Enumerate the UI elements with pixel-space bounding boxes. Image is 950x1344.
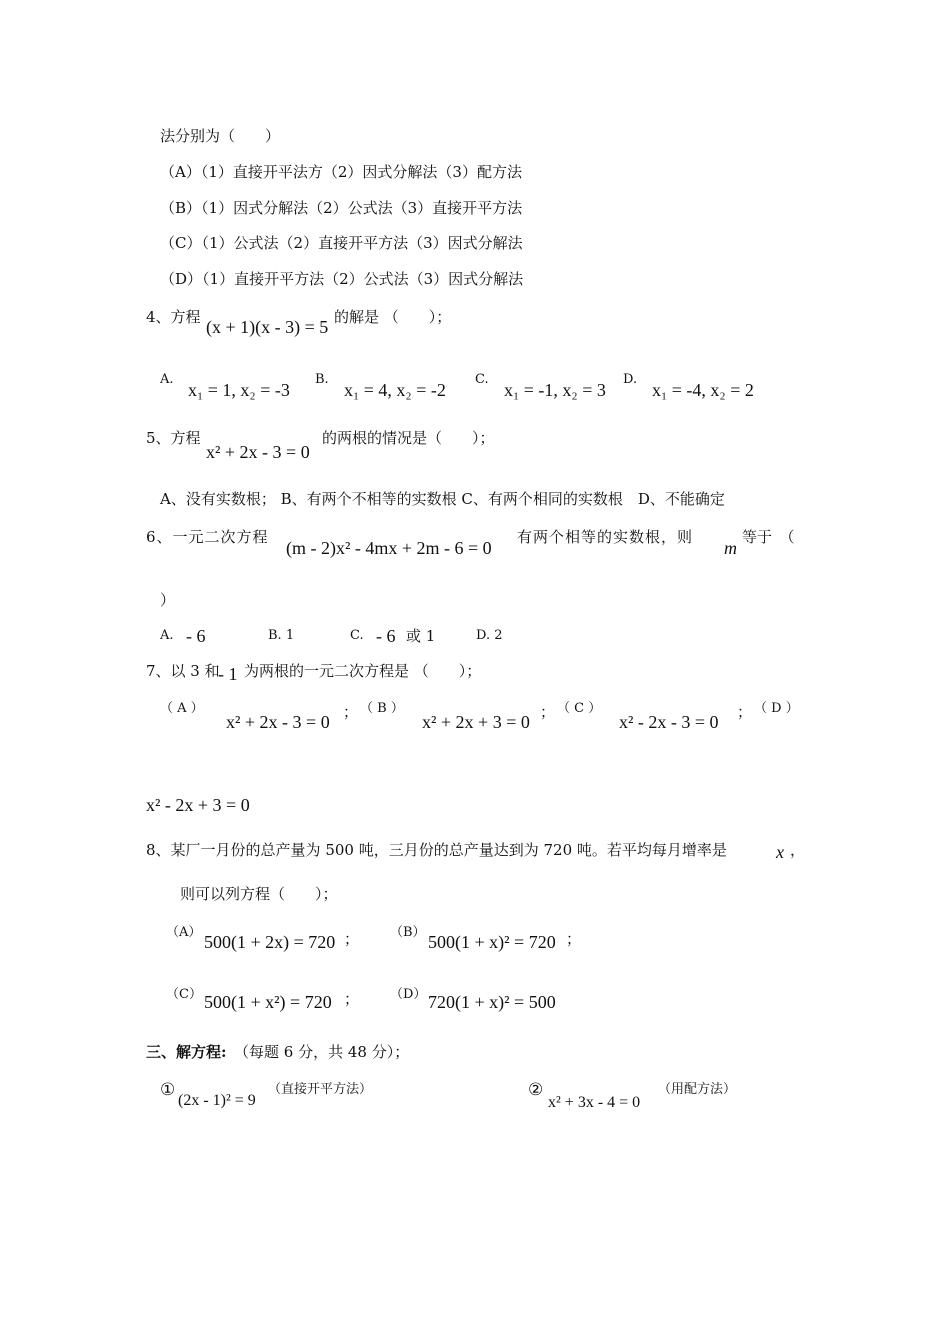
problem2-marker: ② <box>528 1080 544 1100</box>
q8-variable: x <box>776 842 784 862</box>
q8-comma: ， <box>790 841 806 859</box>
q7-option-d-label: （ D ） <box>754 701 799 716</box>
q6-option-d: D. 2 <box>476 628 503 643</box>
q8-option-c-label: （C） <box>166 987 202 1002</box>
q3-option-a: （A）（1）直接开平法方（2）因式分解法（3）配方法 <box>160 163 522 181</box>
q4-suffix: 的解是 （ ）； <box>334 308 452 326</box>
q3-option-d: （D）（1）直接开平方法（2）公式法（3）因式分解法 <box>160 270 524 288</box>
q8-option-b-label: （B） <box>390 925 426 940</box>
q5-suffix: 的两根的情况是（ ）； <box>322 429 495 447</box>
q7-sep-c: ； <box>737 703 753 721</box>
q7-option-a-value: x² + 2x - 3 = 0 <box>226 712 330 732</box>
q4-option-a-label: A. <box>160 372 174 387</box>
q4-option-d-value: x₁ = -4, x₂ = 2 <box>652 380 754 400</box>
q4-option-d-label: D. <box>623 372 638 387</box>
q6-option-c-value: - 6 <box>376 626 396 646</box>
q6-equation: (m - 2)x² - 4mx + 2m - 6 = 0 <box>286 538 492 558</box>
q6-suffix: 等于 （ <box>742 528 795 546</box>
q8-sep-b: ； <box>566 930 582 948</box>
section3-note: （每题 6 分，共 48 分）； <box>234 1043 410 1061</box>
q6-close-paren: ） <box>160 591 176 609</box>
problem1-equation: (2x - 1)² = 9 <box>178 1092 256 1109</box>
q8-sep-a: ； <box>344 930 360 948</box>
q6-option-b: B. 1 <box>268 628 295 643</box>
q7-option-d-value: x² - 2x + 3 = 0 <box>146 795 250 815</box>
q4-equation: (x + 1)(x - 3) = 5 <box>206 317 329 337</box>
problem1-method: （直接开平方法） <box>268 1082 373 1097</box>
problem1-marker: ① <box>160 1080 176 1100</box>
q5-options: A、没有实数根； B、有两个不相等的实数根 C、有两个相同的实数根 D、不能确定 <box>160 490 725 508</box>
q4-option-b-value: x₁ = 4, x₂ = -2 <box>344 380 446 400</box>
q7-sep-b: ； <box>540 703 556 721</box>
q7-suffix: 为两根的一元二次方程是 （ ）； <box>244 662 482 680</box>
q8-sep-c: ； <box>344 990 360 1008</box>
problem2-equation: x² + 3x - 4 = 0 <box>548 1094 641 1111</box>
problem2-method: （用配方法） <box>658 1082 737 1097</box>
q8-option-a-value: 500(1 + 2x) = 720 <box>204 932 336 952</box>
q8-stem: 8、某厂一月份的总产量为 500 吨，三月份的总产量达到为 720 吨。若平均每月增率是 <box>146 841 727 859</box>
q4-option-b-label: B. <box>315 372 329 387</box>
q6-middle: 有两个相等的实数根，则 <box>517 528 694 546</box>
q4-option-c-value: x₁ = -1, x₂ = 3 <box>504 380 606 400</box>
q7-option-c-value: x² - 2x - 3 = 0 <box>619 712 719 732</box>
q4-option-c-label: C. <box>475 372 489 387</box>
q7-sep-a: ； <box>343 703 359 721</box>
q7-option-c-label: （ C ） <box>557 701 602 716</box>
q3-stem-tail: 法分别为（ ） <box>160 127 281 145</box>
q6-option-c-tail: 或 1 <box>406 627 436 645</box>
q6-option-a-label: A. <box>160 628 174 643</box>
q5-equation: x² + 2x - 3 = 0 <box>206 442 310 462</box>
q7-prefix: 7、以 3 和 <box>146 662 220 680</box>
q8-option-d-label: （D） <box>390 987 427 1002</box>
q4-option-a-value: x₁ = 1, x₂ = -3 <box>188 380 290 400</box>
q8-line2: 则可以列方程（ ）； <box>180 885 338 903</box>
q3-option-b: （B）（1）因式分解法（2）公式法（3）直接开平方法 <box>160 199 523 217</box>
q8-option-d-value: 720(1 + x)² = 500 <box>428 992 556 1012</box>
q4-prefix: 4、方程 <box>146 308 201 326</box>
q8-option-c-value: 500(1 + x²) = 720 <box>204 992 332 1012</box>
q7-neg-one: - 1 <box>218 664 238 684</box>
q8-option-a-label: （A） <box>166 925 202 940</box>
q6-prefix: 6、一元二次方程 <box>146 528 269 546</box>
q7-option-a-label: （ A ） <box>160 701 204 716</box>
q7-option-b-label: （ B ） <box>360 701 404 716</box>
q5-prefix: 5、方程 <box>146 429 201 447</box>
section3-heading: 三、解方程: <box>146 1043 227 1061</box>
q6-variable: m <box>724 538 737 558</box>
q7-option-b-value: x² + 2x + 3 = 0 <box>422 712 530 732</box>
q8-option-b-value: 500(1 + x)² = 720 <box>428 932 556 952</box>
q3-option-c: （C）（1）公式法（2）直接开平方法（3）因式分解法 <box>160 234 523 252</box>
q6-option-c-label: C. <box>350 628 364 643</box>
q6-option-a-value: - 6 <box>186 626 206 646</box>
